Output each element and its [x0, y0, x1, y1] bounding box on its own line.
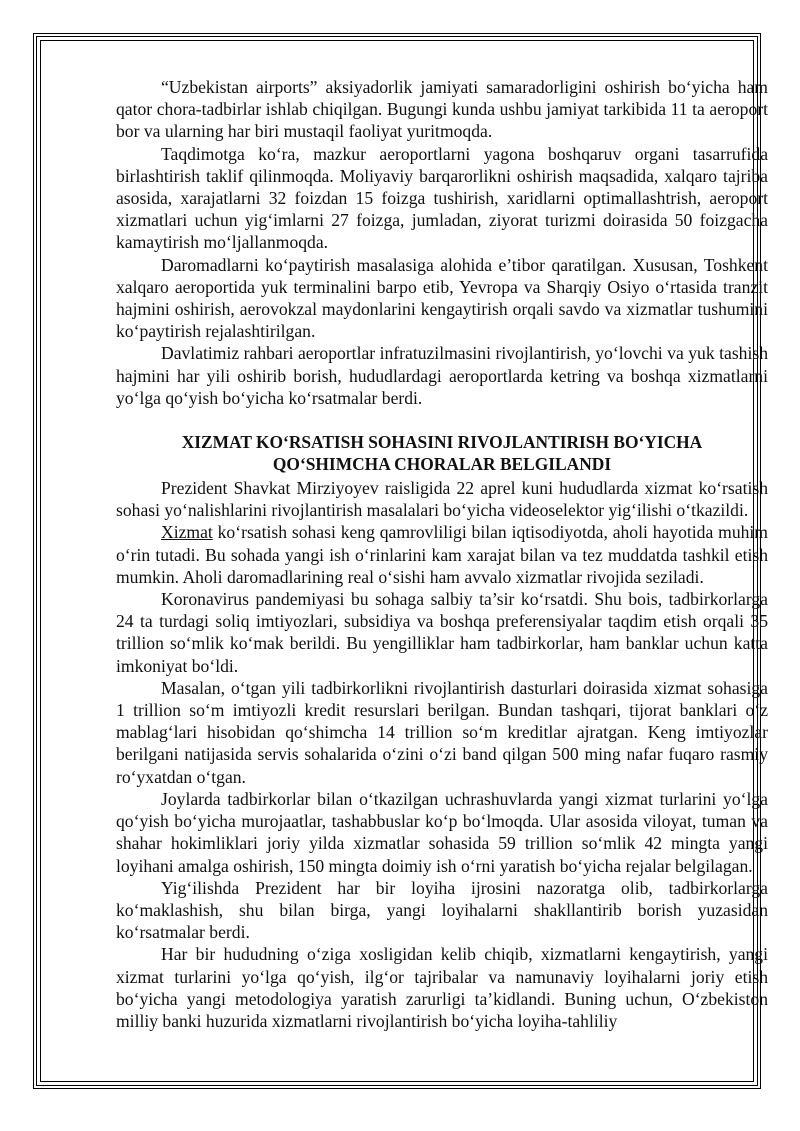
article-heading: [116, 431, 768, 475]
paragraph: “Uzbekistan airports” aksiyadorlik jamiyati samaradorligini oshirish bo‘yicha ham qator chora-tadbirlar ishlab chiqilgan. Bugungi kunda ushbu jamiyat tarkibida 11 ta aeroport bor va ularning har biri mustaqil faoliyat yuritmoqda.: [116, 77, 768, 142]
paragraph: Daromadlarni ko‘paytirish masalasiga alohida e’tibor qaratilgan. Xususan, Toshkent xalqaro aeroportida yuk terminalini barpo etib, Yevropa va Sharqiy Osiyo o‘rtasida tranzit hajmini oshirish, aerovokzal maydonlarini kengaytirish orqali savdo va xizmatlar tushumini ko‘paytirish rejalashtirilgan.: [116, 254, 768, 342]
paragraph-text: ko‘rsatish sohasi keng qamrovliligi bilan iqtisodiyotda, aholi hayotida muhim o‘rin tutadi. Bu sohada yangi ish o‘rinlarini kam xarajat bilan va tez muddatda tashkil etish mumkin. Aholi daromadlarining real o‘sishi ham avvalo xizmatlar rivojida seziladi.: [116, 522, 768, 587]
heading-line: XIZMAT KO‘RSATISH SOHASINI RIVOJLANTIRISH BO‘YICHA: [181, 432, 703, 453]
paragraph: Taqdimotga ko‘ra, mazkur aeroportlarni yagona boshqaruv organi tasarrufida birlashtirish taklif qilinmoqda. Moliyaviy barqarorlikni oshirish maqsadida, xalqaro tajriba asosida, xarajatlarni 32 foizdan 15 foizga tushirish, xaridlarni optimallashtrish, aeroport xizmatlari uchun yig‘imlarni 27 foizga, jumladan, ziyorat turizmi doirasida 50 foizgacha kamaytirish mo‘ljallanmoqda.: [116, 143, 768, 253]
paragraph: Masalan, o‘tgan yili tadbirkorlikni rivojlantirish dasturlari doirasida xizmat sohasiga 1 trillion so‘m imtiyozli kredit resurslari berilgan. Bundan tashqari, tijorat banklari o‘z mablag‘lari hisobidan qo‘shimcha 14 trillion so‘m kreditlar ajratgan. Keng imtiyozlar berilgani natijasida servis sohalarida o‘zini o‘zi band qilgan 500 ming nafar fuqaro rasmiy ro‘yxatdan o‘tgan.: [116, 677, 768, 787]
paragraph: Yig‘ilishda Prezident har bir loyiha ijrosini nazoratga olib, tadbirkorlarga ko‘maklashish, shu bilan birga, yangi loyihalarni shakllantirib borish yuzasidan ko‘rsatmalar berdi.: [116, 877, 768, 943]
paragraph: Joylarda tadbirkorlar bilan o‘tkazilgan uchrashuvlarda yangi xizmat turlarini yo‘lga qo‘yish bo‘yicha murojaatlar, tashabbuslar ko‘p bo‘lmoqda. Ular asosida viloyat, tuman va shahar hokimliklari joriy yilda xizmatlar sohasida 59 trillion so‘mlik 42 mingta yangi loyihani amalga oshirish, 150 mingta doimiy ish o‘rni yaratish bo‘yicha rejalar belgilagan.: [116, 788, 768, 876]
heading-line: QO‘SHIMCHA CHORALAR BELGILANDI: [272, 454, 612, 475]
paragraph: Har bir hududning o‘ziga xosligidan kelib chiqib, xizmatlarni kengaytirish, yangi xizmat turlarini yo‘lga qo‘yish, ilg‘or tajribalar va namunaviy loyihalarni joriy etish bo‘yicha yangi metodologiya yaratish zarurligi ta’kidlandi. Buning uchun, O‘zbekiston milliy banki huzurida xizmatlarni rivojlantirish bo‘yicha loyiha-tahliliy: [116, 944, 768, 1031]
paragraph: Davlatimiz rahbari aeroportlar infratuzilmasini rivojlantirish, yo‘lovchi va yuk tashish hajmini har yili oshirib borish, hududlardagi aeroportlarda ketring va boshqa xizmatlarni yo‘lga qo‘yish bo‘yicha ko‘rsatmalar berdi.: [116, 343, 768, 408]
document-body: [116, 76, 768, 1032]
paragraph: Koronavirus pandemiyasi bu sohaga salbiy ta’sir ko‘rsatdi. Shu bois, tadbirkorlarga 24 ta turdagi soliq imtiyozlari, subsidiya va boshqa preferensiyalar taqdim etish orqali 35 trillion so‘mlik ko‘mak berildi. Bu yengilliklar ham tadbirkorlar, ham banklar uchun katta imkoniyat bo‘ldi.: [116, 589, 768, 676]
article-services: [116, 431, 768, 1032]
paragraph: Prezident Shavkat Mirziyoyev raisligida 22 aprel kuni hududlarda xizmat ko‘rsatish sohasi yo‘nalishlarini rivojlantirish masalalari bo‘yicha videoselektor yig‘ilishi o‘tkazildi.: [116, 478, 768, 521]
underlined-word: Xizmat: [161, 522, 213, 543]
article-airports: [116, 76, 768, 409]
paragraph: [116, 521, 768, 588]
